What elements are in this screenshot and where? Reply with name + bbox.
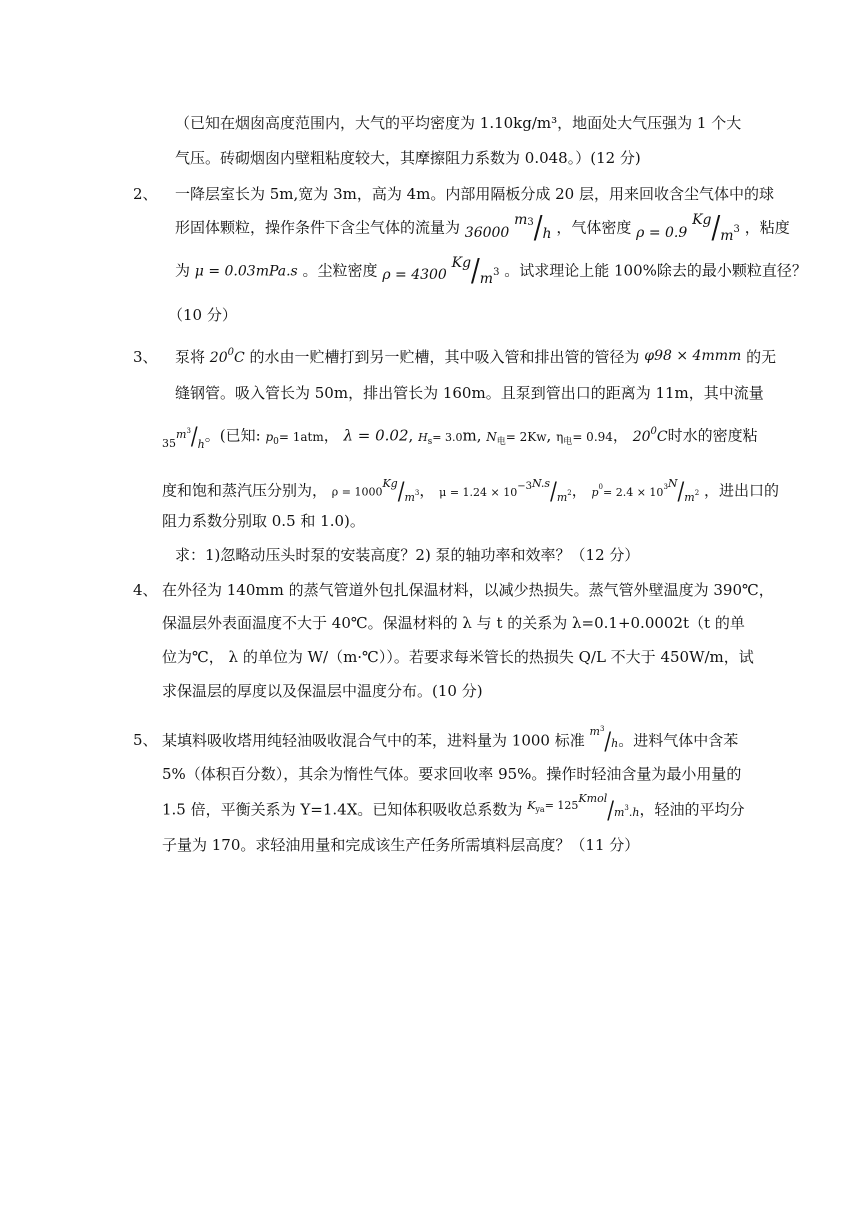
intro-line-1: （已知在烟囱高度范围内，大气的平均密度为 1.10kg/m³，地面处大气压强为 1 个大: [175, 114, 742, 132]
q2-number: 2、: [133, 185, 158, 203]
q2-flow-unit: $m^3/h$: [514, 210, 552, 246]
q5-line-1: 某填料吸收塔用纯轻油吸收混合气中的苯，进料量为 1000 标准 $^{m3}$/h。进料气体中含苯: [162, 725, 739, 756]
q3-line-2: 缝钢管。吸入管长为 50m，排出管长为 160m。且泵到管出口的距离为 11m，其中流量: [175, 384, 764, 402]
q2-line-3: 为 μ = 0.03mPa.s 。尘粒密度 ρ = 4300 Kg/m3 。试求理论上能 100%除去的最小颗粒直径？: [175, 253, 807, 289]
q2-particle-density-unit: Kg/m3: [451, 253, 500, 289]
q2-points: （10 分）: [168, 306, 237, 324]
q4-line-3: 位为℃， λ 的单位为 W/（m·℃））。若要求每米管长的热损失 Q/L 不大于 450W/m，试: [162, 648, 754, 666]
q3-line-1: 泵将 $20^0C$ 的水由一贮槽打到另一贮槽，其中吸入管和排出管的管径为 φ98 × 4mmm 的无: [175, 347, 777, 366]
q2-line-2: 形固体颗粒，操作条件下含尘气体的流量为 36000 $m^3/h$ ，气体密度 ρ = 0.9 Kg/m3 ，粘度: [175, 210, 790, 246]
q3-line-5: 阻力系数分别取 0.5 和 1.0)。: [162, 512, 365, 530]
q3-pipe: φ98 × 4mmm: [644, 348, 742, 364]
q5-number: 5、: [133, 731, 158, 749]
q4-number: 4、: [133, 581, 158, 599]
q5-line-3: 1.5 倍，平衡关系为 Y=1.4X。已知体积吸收总系数为 $^{K_{ya}= 125Kmol}/m^3.h$，轻油的平均分: [162, 792, 745, 825]
q2-gas-density: ρ = 0.9: [636, 224, 688, 241]
q4-line-4: 求保温层的厚度以及保温层中温度分布。(10 分): [162, 682, 483, 700]
q5-line-2: 5%（体积百分数），其余为惰性气体。要求回收率 95%。操作时轻油含量为最小用量的: [162, 765, 742, 783]
q3-line-3: $_{35}m^3/_h$。(已知: $p_0= 1atm$， λ = 0.02, $H_s= 3.0m$, $N_电= 2Kw$, $\eta_电= 0.94$， $20^0C$时水的密度粘: [162, 421, 758, 451]
q2-particle-density: ρ = 4300: [382, 266, 447, 283]
q4-line-1: 在外径为 140mm 的蒸气管道外包扎保温材料，以减少热损失。蒸气管外壁温度为 390℃，: [162, 581, 774, 599]
q3-question: 求：1)忽略动压头时泵的安装高度？2) 泵的轴功率和效率？（12 分）: [175, 546, 640, 564]
q4-line-2: 保温层外表面温度不大于 40℃。保温材料的 λ 与 t 的关系为 λ=0.1+0.0002t（t 的单: [162, 614, 745, 632]
q2-viscosity: μ = 0.03mPa.s: [194, 263, 298, 280]
q2-text: 形固体颗粒，操作条件下含尘气体的流量为: [175, 218, 461, 237]
q3-number: 3、: [133, 348, 158, 366]
q2-flow-value: 36000: [464, 224, 510, 241]
q2-line-1: 一降层室长为 5m,宽为 3m，高为 4m。内部用隔板分成 20 层，用来回收含尘气体中的球: [175, 185, 774, 203]
q5-line-4: 子量为 170。求轻油用量和完成该生产任务所需填料层高度？（11 分）: [162, 836, 640, 854]
intro-line-2: 气压。砖砌烟囱内壁粗粘度较大，其摩擦阻力系数为 0.048。）(12 分): [175, 149, 641, 167]
q3-line-4: 度和饱和蒸汽压分别为， $\rho = 1000^{Kg}/_m3$， $\mu = 1.24 \times 10-3^{N.s}/_m2$， $p^0= 2.4 \times 10^{3N}/_m2$ ，进出口的: [162, 476, 779, 506]
q2-gas-density-unit: Kg/m3: [692, 210, 740, 246]
